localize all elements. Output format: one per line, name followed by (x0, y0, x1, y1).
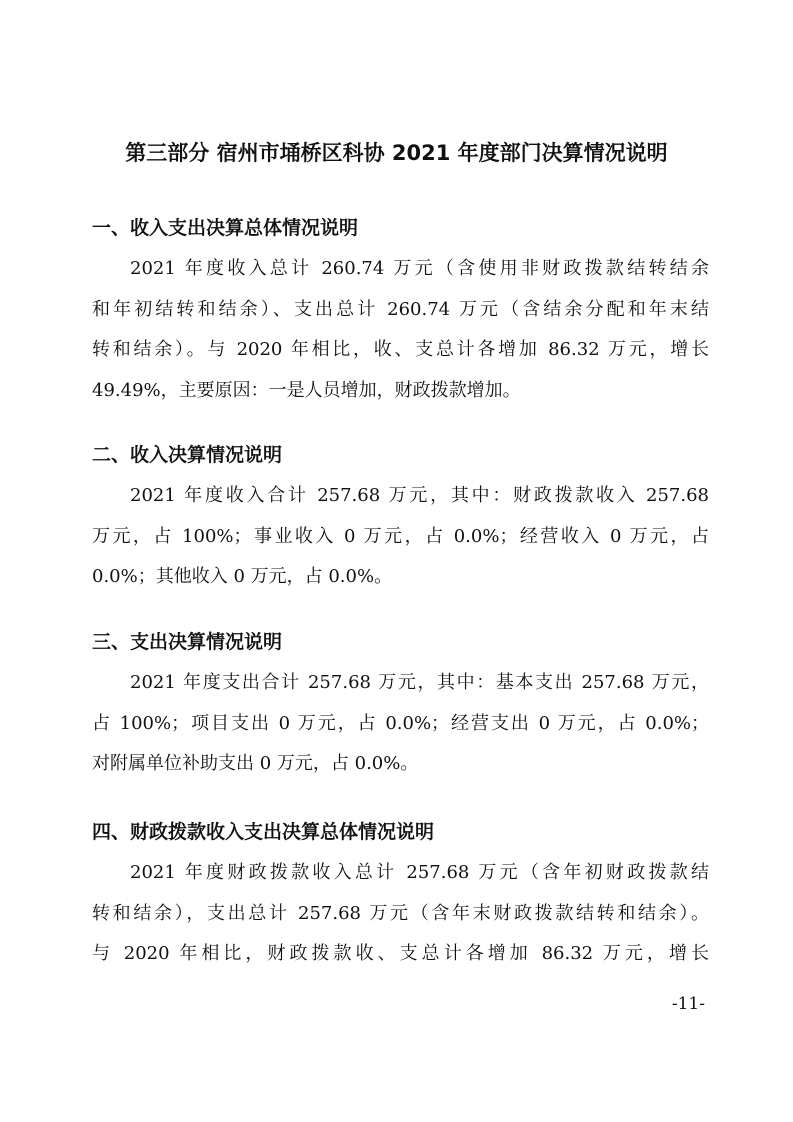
paragraph-line: 2021 年度支出合计 257.68 万元，其中：基本支出 257.68 万元， (130, 672, 709, 693)
paragraph-line: 对附属单位补助支出 0 万元，占 0.0%。 (92, 753, 419, 774)
section-paragraph-expenditure (92, 663, 709, 785)
page-number: -11- (671, 994, 705, 1014)
paragraph-line: 2021 年度收入总计 260.74 万元（含使用非财政拨款结转结余 (130, 258, 709, 279)
paragraph-line: 和年初结转和结余）、支出总计 260.74 万元（含结余分配和年末结 (92, 298, 709, 320)
paragraph-line: 转和结余）。与 2020 年相比，收、支总计各增加 86.32 万元，增长 (92, 339, 709, 360)
section-paragraph-fiscal-appropriation-overview (92, 853, 709, 975)
section-heading-income: 二、收入决算情况说明 (92, 444, 283, 466)
section-paragraph-income-expenditure-overview (92, 249, 709, 411)
document-title: 第三部分 宿州市埇桥区科协 2021 年度部门决算情况说明 (125, 141, 668, 165)
section-heading-fiscal-appropriation-overview: 四、财政拨款收入支出决算总体情况说明 (92, 821, 435, 843)
section-heading-expenditure: 三、支出决算情况说明 (92, 631, 283, 653)
paragraph-line: 49.49%，主要原因：一是人员增加，财政拨款增加。 (92, 379, 521, 401)
paragraph-line: 占 100%；项目支出 0 万元，占 0.0%；经营支出 0 万元，占 0.0%； (92, 712, 709, 734)
paragraph-line: 0.0%；其他收入 0 万元，占 0.0%。 (92, 566, 393, 587)
paragraph-line: 万元，占 100%；事业收入 0 万元，占 0.0%；经营收入 0 万元，占 (92, 525, 709, 547)
section-heading-income-expenditure-overview: 一、收入支出决算总体情况说明 (92, 217, 359, 239)
paragraph-line: 与 2020 年相比，财政拨款收、支总计各增加 86.32 万元，增长 (92, 943, 709, 964)
paragraph-line: 2021 年度收入合计 257.68 万元，其中：财政拨款收入 257.68 (130, 485, 709, 506)
paragraph-line: 2021 年度财政拨款收入总计 257.68 万元（含年初财政拨款结 (130, 862, 709, 883)
section-paragraph-income (92, 476, 709, 598)
paragraph-line: 转和结余），支出总计 257.68 万元（含年末财政拨款结转和结余）。 (92, 902, 709, 924)
